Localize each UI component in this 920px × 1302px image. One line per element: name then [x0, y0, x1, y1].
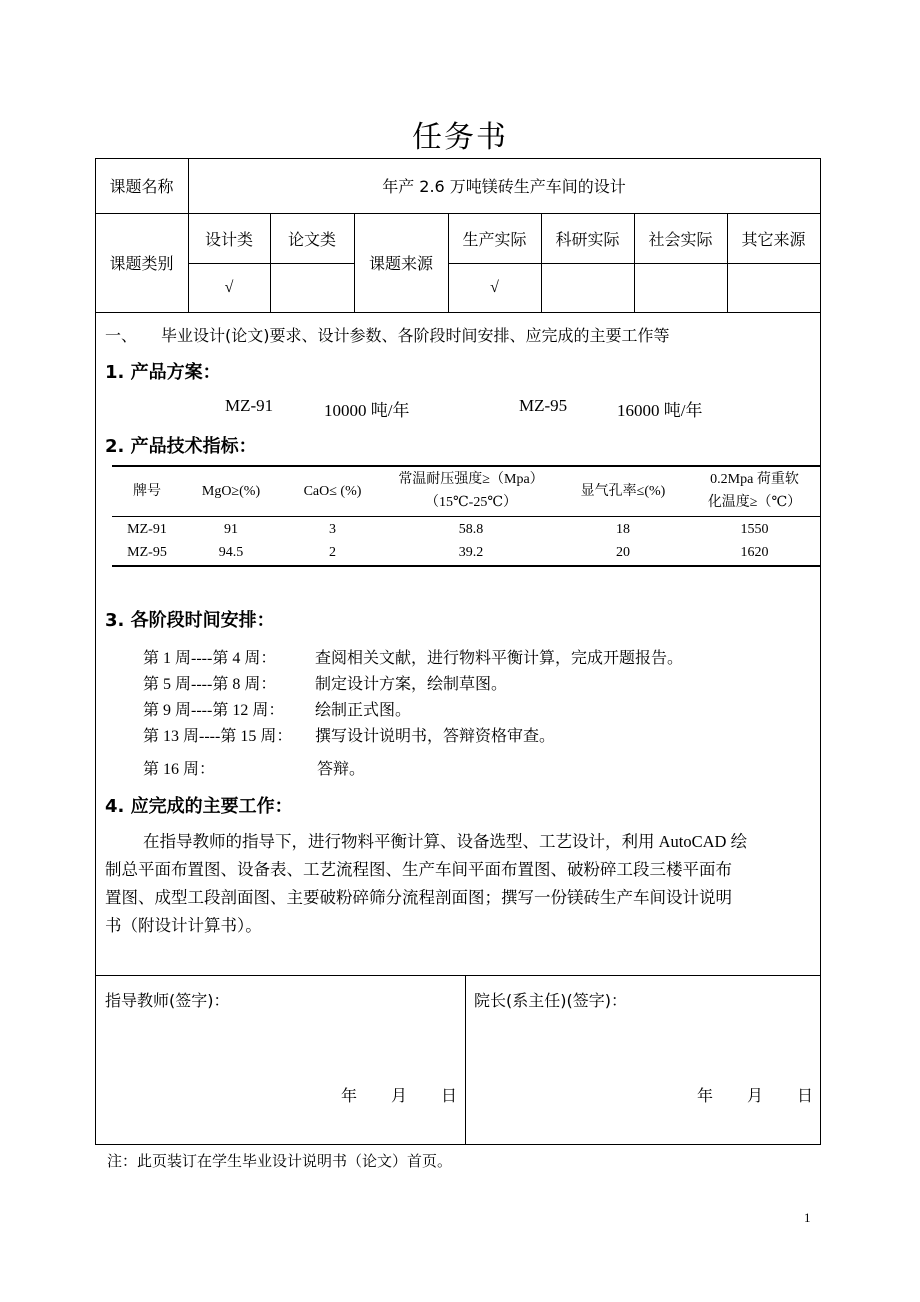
spec-cell: 18	[616, 522, 630, 537]
dean-date-day: 日	[797, 1086, 814, 1105]
row-divider	[95, 975, 821, 976]
spec-cell: 20	[616, 545, 630, 560]
schedule-task: 查阅相关文献，进行物料平衡计算，完成开题报告。	[315, 650, 684, 667]
source-other: 其它来源	[741, 229, 806, 249]
product-amount: 16000 吨/年	[617, 401, 703, 420]
page-title: 任务书	[412, 120, 508, 155]
design-type-check: √	[224, 278, 234, 296]
source-research-check	[541, 263, 634, 312]
spec-rule-top	[112, 465, 820, 467]
schedule-task: 撰写设计说明书，答辩资格审查。	[315, 728, 556, 745]
spec-heading: 2. 产品技术指标：	[105, 436, 257, 457]
page-number: 1	[804, 1210, 811, 1225]
design-type-label: 设计类	[204, 229, 253, 249]
topic-name-value: 年产 2.6 万吨镁砖生产车间的设计	[382, 177, 626, 196]
thesis-type-label: 论文类	[287, 229, 336, 249]
schedule-period: 第 16 周：	[143, 761, 216, 778]
source-research: 科研实际	[555, 229, 620, 249]
dean-signature-label: 院长(系主任)(签字)：	[474, 991, 627, 1010]
schedule-heading: 3. 各阶段时间安排：	[105, 610, 275, 631]
spec-col-header: （15℃-25℃）	[425, 495, 517, 510]
spec-cell: 3	[329, 522, 336, 537]
spec-cell: 1620	[740, 545, 769, 560]
schedule-period: 第 5 周----第 8 周：	[143, 676, 277, 693]
advisor-date-day: 日	[441, 1086, 458, 1105]
spec-cell: 58.8	[458, 522, 484, 537]
main-work-line: 在指导教师的指导下，进行物料平衡计算、设备选型、工艺设计，利用 AutoCAD 绘	[143, 832, 748, 851]
schedule-task: 答辩。	[317, 761, 366, 778]
advisor-date-month: 月	[391, 1086, 408, 1105]
col-divider	[465, 975, 466, 1144]
main-work-line: 书（附设计计算书）。	[105, 916, 262, 935]
spec-cell: 39.2	[458, 545, 484, 560]
spec-col-header: 显气孔率≤(%)	[580, 484, 666, 499]
table-border-right	[820, 158, 821, 1144]
schedule-period: 第 1 周----第 4 周：	[143, 650, 277, 667]
advisor-signature-label: 指导教师(签字)：	[105, 991, 230, 1010]
spec-col-header: 化温度≥（℃）	[707, 495, 802, 510]
schedule-period: 第 9 周----第 12 周：	[143, 702, 285, 719]
spec-rule-mid	[112, 516, 820, 517]
source-social-check	[634, 263, 727, 312]
product-amount: 10000 吨/年	[324, 401, 410, 420]
spec-cell: MZ-95	[127, 545, 167, 560]
advisor-date-year: 年	[341, 1086, 358, 1105]
table-border-bottom	[95, 1144, 821, 1145]
spec-cell: 2	[329, 545, 336, 560]
topic-type-label: 课题类别	[109, 254, 174, 273]
schedule-period: 第 13 周----第 15 周：	[143, 728, 293, 745]
source-production-check: √	[490, 278, 499, 296]
product-grade: MZ-91	[225, 396, 274, 415]
section-heading: 一、 毕业设计(论文)要求、设计参数、各阶段时间安排、应完成的主要工作等	[105, 326, 670, 345]
main-work-line: 置图、成型工段剖面图、主要破粉碎筛分流程剖面图；撰写一份镁砖生产车间设计说明	[105, 888, 732, 907]
main-work-heading: 4. 应完成的主要工作：	[105, 796, 293, 817]
spec-col-header: 0.2Mpa 荷重软	[710, 472, 799, 487]
schedule-task: 制定设计方案，绘制草图。	[315, 676, 508, 693]
spec-col-header: MgO≥(%)	[201, 484, 261, 499]
spec-cell: 94.5	[218, 545, 244, 560]
spec-col-header: 常温耐压强度≥（Mpa）	[398, 472, 544, 487]
source-other-check	[727, 263, 820, 312]
topic-source-label: 课题来源	[368, 254, 433, 273]
spec-col-header: CaO≤ (%)	[303, 484, 362, 499]
footnote: 注：此页装订在学生毕业设计说明书（论文）首页。	[107, 1152, 453, 1170]
product-grade: MZ-95	[519, 396, 568, 415]
row-divider	[95, 312, 821, 313]
spec-cell: 91	[224, 522, 238, 537]
source-social: 社会实际	[648, 229, 713, 249]
spec-col-header: 牌号	[133, 484, 161, 499]
dean-date-month: 月	[747, 1086, 764, 1105]
thesis-type-check	[270, 263, 354, 312]
source-production: 生产实际	[462, 229, 527, 249]
spec-rule-bottom	[112, 565, 820, 567]
main-work-line: 制总平面布置图、设备表、工艺流程图、生产车间平面布置图、破粉碎工段三楼平面布	[105, 860, 732, 879]
spec-cell: MZ-91	[127, 522, 167, 537]
dean-date-year: 年	[697, 1086, 714, 1105]
spec-cell: 1550	[740, 522, 769, 537]
topic-name-label: 课题名称	[109, 177, 174, 196]
product-plan-heading: 1. 产品方案：	[105, 362, 221, 383]
schedule-task: 绘制正式图。	[315, 702, 412, 719]
